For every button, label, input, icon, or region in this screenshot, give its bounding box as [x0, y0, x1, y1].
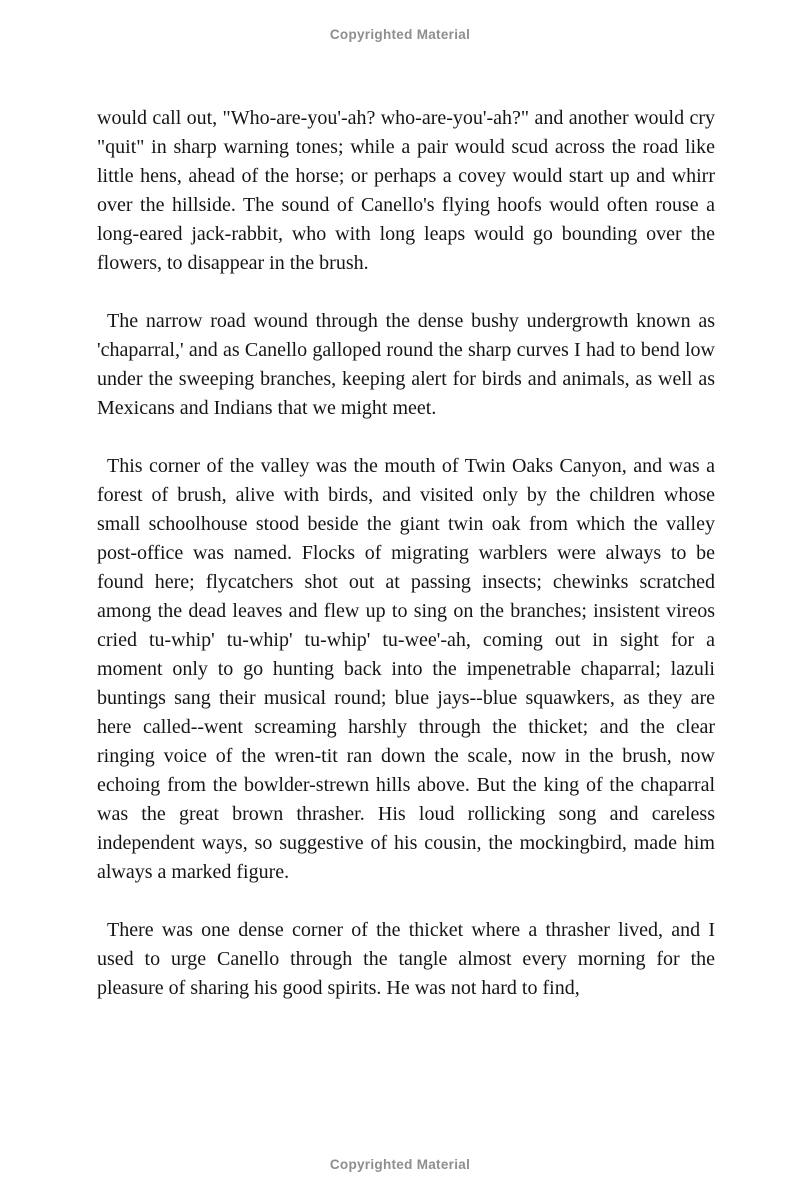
- header-copyright-notice: Copyrighted Material: [329, 27, 471, 42]
- paragraph: There was one dense corner of the thicket where a thrasher lived, and I used to urge Canello through the tangle almost every morning for the pleasure of sharing his good spirits. He was not hard to find,: [97, 919, 715, 999]
- paragraph: would call out, "Who-are-you'-ah? who-are-you'-ah?" and another would cry "quit" in sharp warning tones; while a pair would scud across the road like little hens, ahead of the horse; or perhaps a covey would start up and whirr over the hillside. The sound of Canello's flying hoofs would often rouse a long-eared jack-rabbit, who with long leaps would go bounding over the flowers, to disappear in the brush.: [97, 107, 715, 274]
- footer-copyright-notice: Copyrighted Material: [329, 1157, 471, 1172]
- page-text-block: [97, 104, 715, 1032]
- paragraph: This corner of the valley was the mouth of Twin Oaks Canyon, and was a forest of brush, alive with birds, and visited only by the children whose small schoolhouse stood beside the giant twin oak from which the valley post-office was named. Flocks of migrating warblers were always to be found here; flycatchers shot out at passing insects; chewinks scratched among the dead leaves and flew up to sing on the branches; insistent vireos cried tu-whip' tu-whip' tu-whip' tu-wee'-ah, coming out in sight for a moment only to go hunting back into the impenetrable chaparral; lazuli buntings sang their musical round; blue jays--blue squawkers, as they are here called--went screaming harshly through the thicket; and the clear ringing voice of the wren-tit ran down the scale, now in the brush, now echoing from the bowlder-strewn hills above. But the king of the chaparral was the great brown thrasher. His loud rollicking song and careless independent ways, so suggestive of his cousin, the mockingbird, made him always a marked figure.: [97, 455, 715, 883]
- paragraph: The narrow road wound through the dense bushy undergrowth known as 'chaparral,' and as Canello galloped round the sharp curves I had to bend low under the sweeping branches, keeping alert for birds and animals, as well as Mexicans and Indians that we might meet.: [97, 310, 715, 419]
